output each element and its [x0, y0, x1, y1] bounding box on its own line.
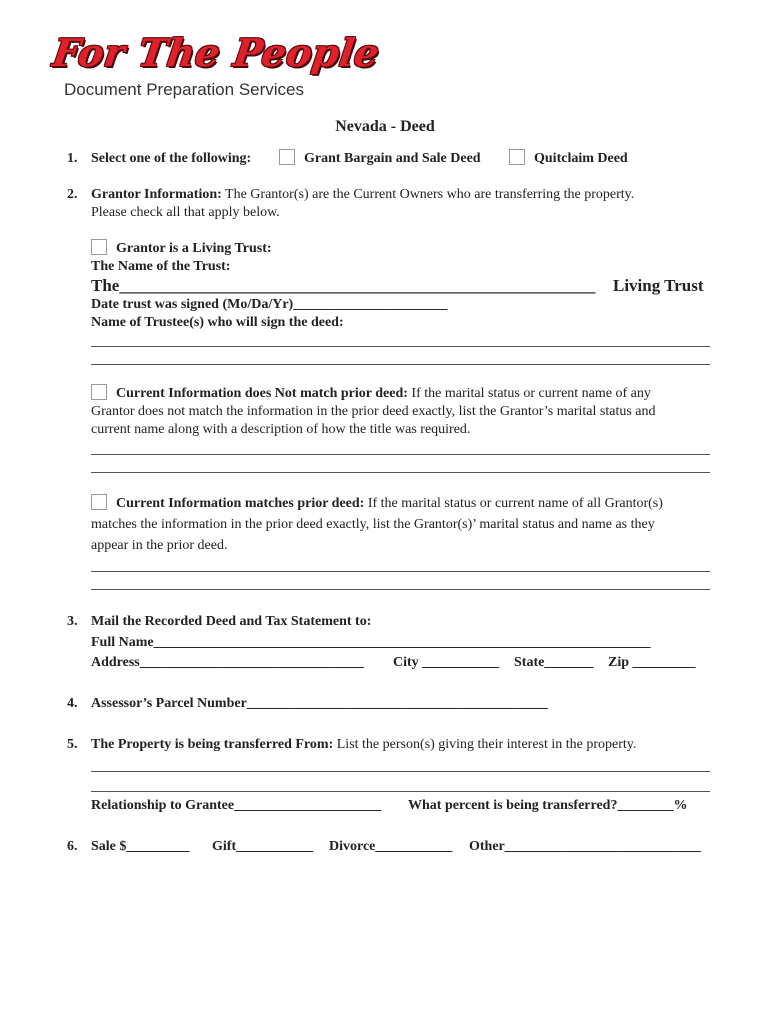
grantor-info-text2: Please check all that apply below. [91, 205, 280, 220]
grantor-info-label: Grantor Information: [91, 187, 222, 202]
trust-date-field[interactable]: Date trust was signed (Mo/Da/Yr)______________________ [91, 297, 448, 312]
transfer-line-b[interactable] [91, 791, 710, 792]
not-match-line-a[interactable] [91, 454, 710, 455]
transfer-from-line [91, 737, 636, 753]
transfer-from-text: List the person(s) giving their interest in the property. [333, 737, 637, 752]
section2-line1 [91, 187, 634, 203]
section-number: 6. [67, 839, 78, 854]
trust-name-label: The Name of the Trust: [91, 259, 231, 274]
not-match-text2: Grantor does not match the information in the prior deed exactly, list the Grantor’s marital status and [91, 404, 656, 419]
quitclaim-label: Quitclaim Deed [534, 151, 628, 166]
trustee-label: Name of Trustee(s) who will sign the deed: [91, 315, 344, 330]
not-match-line-b[interactable] [91, 472, 710, 473]
other-field[interactable]: Other____________________________ [469, 839, 701, 854]
not-match-text1: If the marital status or current name of any [407, 386, 651, 401]
zip-field[interactable]: Zip _________ [608, 655, 696, 670]
match-checkbox[interactable] [91, 494, 107, 510]
trustee-line-1[interactable] [91, 346, 710, 347]
living-trust-checkbox[interactable] [91, 239, 107, 255]
living-trust-label: Grantor is a Living Trust: [116, 241, 272, 256]
divorce-field[interactable]: Divorce___________ [329, 839, 453, 854]
quitclaim-checkbox[interactable] [509, 149, 525, 165]
match-text2: matches the information in the prior deed exactly, list the Grantor(s)’ marital status and name as they [91, 517, 655, 532]
grantor-info-text: The Grantor(s) are the Current Owners who are transferring the property. [221, 187, 635, 202]
full-name-field[interactable]: Full Name_______________________________________________________________________ [91, 635, 651, 650]
relationship-field[interactable]: Relationship to Grantee_____________________ [91, 798, 382, 813]
logo-title: For The People [50, 30, 383, 75]
match-text3: appear in the prior deed. [91, 538, 228, 553]
match-text1: If the marital status or current name of all Grantor(s) [364, 496, 663, 511]
match-label: Current Information matches prior deed: [116, 496, 365, 511]
match-line-a[interactable] [91, 571, 710, 572]
gift-field[interactable]: Gift___________ [212, 839, 314, 854]
mail-label: Mail the Recorded Deed and Tax Statement to: [91, 614, 372, 629]
sale-field[interactable]: Sale $_________ [91, 839, 190, 854]
section-number: 5. [67, 737, 78, 752]
parcel-number-field[interactable]: Assessor’s Parcel Number___________________________________________ [91, 696, 548, 711]
not-match-checkbox[interactable] [91, 384, 107, 400]
match-line1 [116, 496, 663, 512]
not-match-text3: current name along with a description of how the title was required. [91, 422, 471, 437]
section1-label: Select one of the following: [91, 151, 252, 166]
section-number: 4. [67, 696, 78, 711]
grant-bargain-checkbox[interactable] [279, 149, 295, 165]
not-match-label: Current Information does Not match prior deed: [116, 386, 408, 401]
grant-bargain-label: Grant Bargain and Sale Deed [304, 151, 481, 166]
document-title: Nevada - Deed [335, 118, 435, 135]
state-field[interactable]: State_______ [514, 655, 594, 670]
logo-subtitle: Document Preparation Services [64, 80, 305, 99]
transfer-line-a[interactable] [91, 771, 710, 772]
section-number: 3. [67, 614, 78, 629]
match-line-b[interactable] [91, 589, 710, 590]
transfer-from-label: The Property is being transferred From: [91, 737, 334, 752]
not-match-line1 [116, 386, 651, 402]
living-trust-suffix: Living Trust [613, 276, 704, 295]
address-field[interactable]: Address________________________________ [91, 655, 364, 670]
section-number: 2. [67, 187, 78, 202]
percent-field[interactable]: What percent is being transferred?________% [408, 798, 688, 813]
city-field[interactable]: City ___________ [393, 655, 500, 670]
section-number: 1. [67, 151, 78, 166]
trustee-line-2[interactable] [91, 364, 710, 365]
trust-name-field[interactable]: The________________________________________________________ [91, 276, 596, 295]
